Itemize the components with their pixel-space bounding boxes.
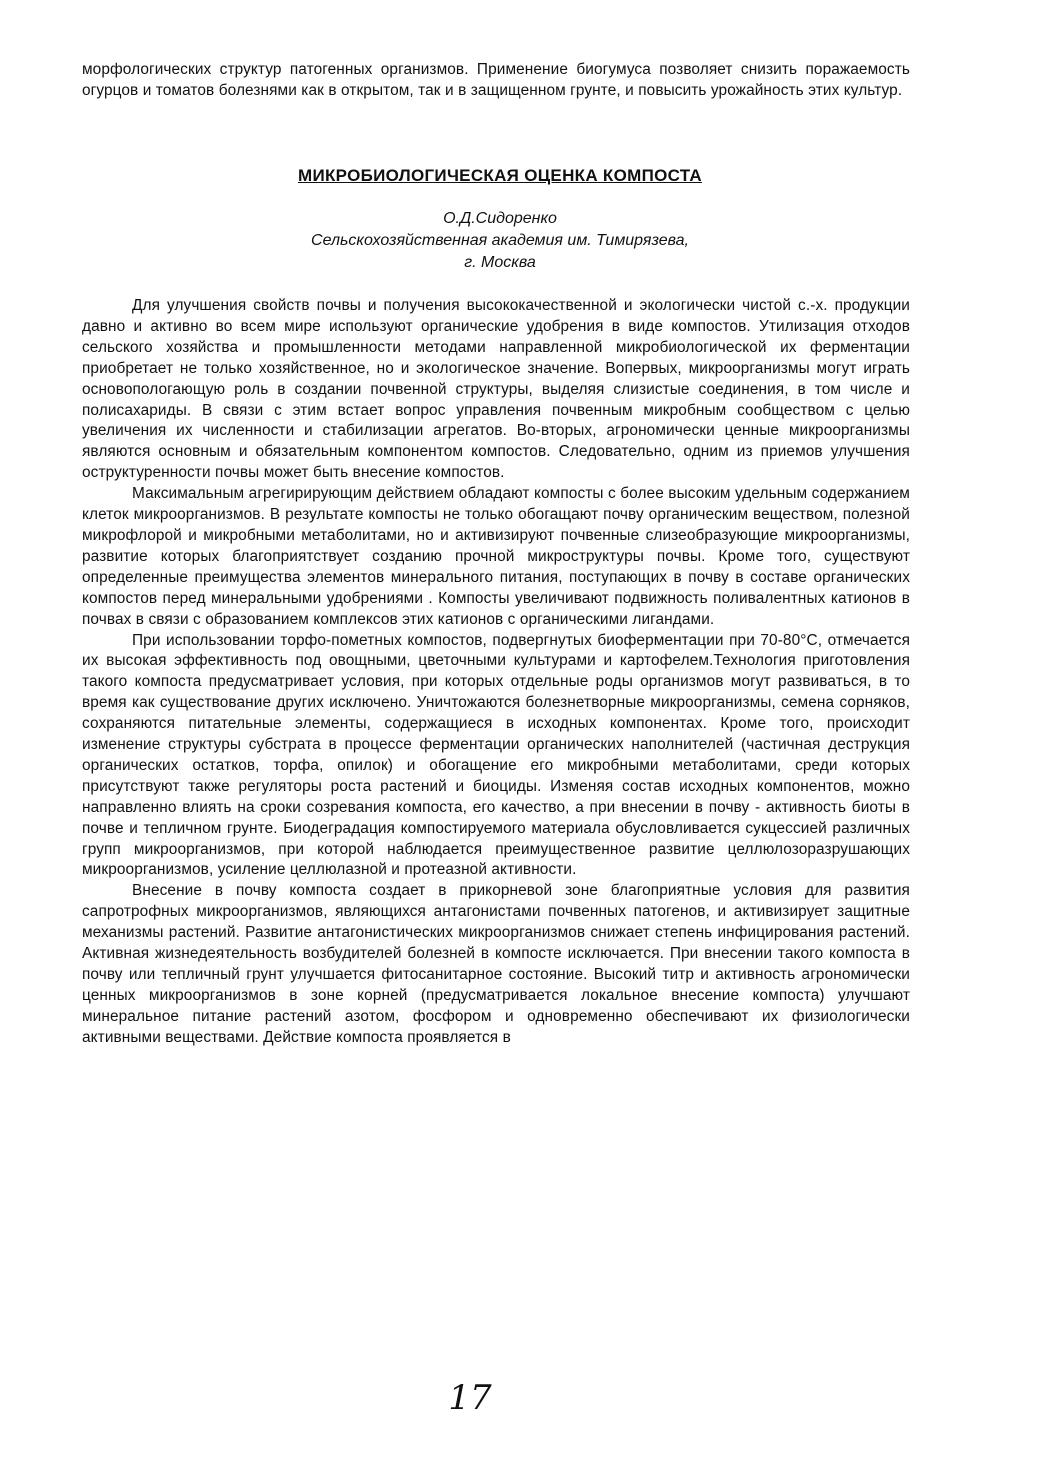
page-number: 17 — [448, 1378, 492, 1418]
affiliation: Сельскохозяйственная академия им. Тимирязева, — [311, 232, 689, 249]
article-title: МИКРОБИОЛОГИЧЕСКАЯ ОЦЕНКА КОМПОСТА — [298, 166, 702, 185]
paragraph: Максимальным агрегирирующим действием обладают компосты с более высоким удельным содержанием клеток микроорганизмов. В результате компосты не только обогащают почву органическим веществом, полезной микрофлорой и микробными метаболитами, но и активизируют почвенные слизеобразующие микроорганизмы, развитие которых благоприятствует созданию прочной микроструктуры почвы. Кроме того, существуют определенные преимущества элементов минерального питания, поступающих в почву в составе органических компостов перед минеральными удобрениями . Компосты увеличивают подвижность поливалентных катионов в почвах в связи с образованием комплексов этих катионов с органическими лигандами. — [82, 485, 910, 628]
author: О.Д.Сидоренко — [443, 210, 557, 227]
paragraph: При использовании торфо-пометных компостов, подвергнутых биоферментации при 70-80°С, отмечается их высокая эффективность под овощными, цветочными культурами и картофелем.Технология приготовления такого компоста предусматривает условия, при которых отдельные роды организмов могут развиваться, в то время как существование других исключено. Уничтожаются болезнетворные микроорганизмы, семена сорняков, сохраняются питательные элементы, содержащиеся в исходных компонентах. Кроме того, происходит изменение структуры субстрата в процессе ферментации органических наполнителей (частичная деструкция органических остатков, торфа, опилок) и обогащение его микробными метаболитами, среди которых присутствуют также регуляторы роста растений и биоциды. Изменяя состав исходных компонентов, можно направленно влиять на сроки созревания компоста, его качество, а при внесении в почву - активность биоты в почве и тепличном грунте. Биодеградация компостируемого материала обусловливается сукцессией различных групп микроорганизмов, при которой наблюдается преимущественное развитие целлюлозоразрушающих микроорганизмов, усиление целлюлазной и протеазной активности. — [82, 631, 910, 879]
byline — [0, 208, 1000, 274]
paragraph: Внесение в почву компоста создает в прикорневой зоне благоприятные условия для развития сапротрофных микроорганизмов, являющихся антагонистами почвенных патогенов, и активизирует защитные механизмы растений. Развитие антагонистических микроорганизмов снижает степень инфицирования растений. Активная жизнедеятельность возбудителей болезней в компосте исключается. При внесении такого компоста в почву или тепличный грунт улучшается фитосанитарное состояние. Высокий титр и активность агрономически ценных микроорганизмов в зоне корней (предусматривается локальное внесение компоста) улучшают минеральное питание растений азотом, фосфором и одновременно обеспечивают их физиологически активными веществами. Действие компоста проявляется в — [82, 882, 910, 1046]
article-body — [82, 296, 910, 1049]
intro-fragment: морфологических структур патогенных организмов. Применение биогумуса позволяет снизить поражаемость огурцов и томатов болезнями как в открытом, так и в защищенном грунте, и повысить урожайность этих культур. — [82, 61, 910, 99]
paragraph: Для улучшения свойств почвы и получения высококачественной и экологически чистой с.-х. продукции давно и активно во всем мире используют органические удобрения в виде компостов. Утилизация отходов сельского хозяйства и промышленности методами направленной микробиологической их ферментации приобретает не только хозяйственное, но и экологическое значение. Вопервых, микроорганизмы могут играть основопологающую роль в создании почвенной структуры, выделяя слизистые соединения, в том числе и полисахариды. В связи с этим встает вопрос управления почвенным микробным сообществом с целью увеличения их численности и стабилизации агрегатов. Во-вторых, агрономически ценные микроорганизмы являются основным и обязательным компонентом компостов. Следовательно, одним из приемов улучшения оструктуренности почвы может быть внесение компостов. — [82, 297, 910, 482]
city: г. Москва — [464, 254, 536, 271]
